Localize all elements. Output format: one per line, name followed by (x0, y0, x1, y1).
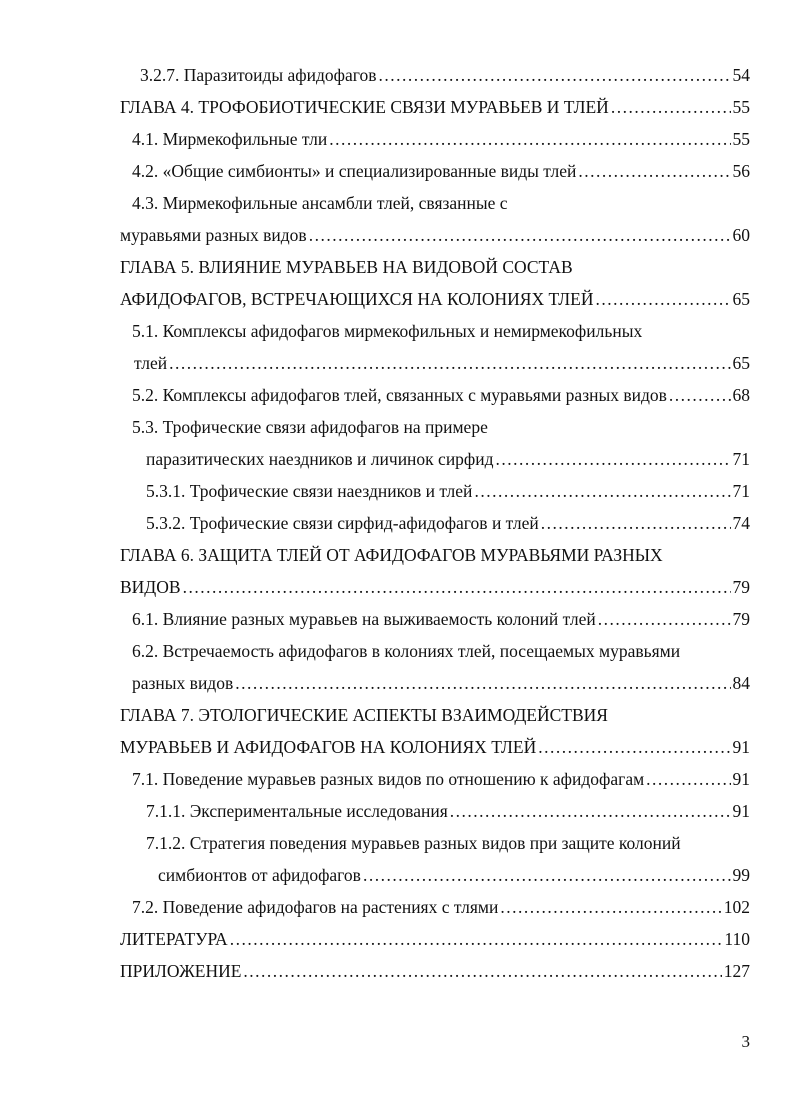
toc-entry-text: симбионтов от афидофагов (158, 865, 361, 885)
toc-entry-5-3-line1 (132, 406, 488, 438)
toc-entry-text: 5.1. Комплексы афидофагов мирмекофильных и немирмекофильных (132, 321, 643, 341)
toc-entry-text: 6.1. Влияние разных муравьев на выживаемость колоний тлей (132, 609, 596, 629)
toc-entry-5-1-line2 (134, 342, 750, 374)
toc-entry-text: 5.3.2. Трофические связи сирфид-афидофагов и тлей (146, 513, 539, 533)
toc-entry-page: 55 (732, 129, 750, 149)
toc-entry-7-1-2-line1 (146, 822, 681, 854)
toc-entry-text: ГЛАВА 5. ВЛИЯНИЕ МУРАВЬЕВ НА ВИДОВОЙ СОСТАВ (120, 257, 573, 277)
toc-leader-dots (169, 352, 730, 374)
toc-entry-7-1-1 (146, 790, 750, 822)
toc-entry-text: 5.2. Комплексы афидофагов тлей, связанных с муравьями разных видов (132, 385, 667, 405)
toc-entry-4-3-line2 (120, 214, 750, 246)
toc-entry-page: 102 (723, 897, 750, 917)
toc-entry-chapter-7-line2 (120, 726, 750, 758)
toc-entry-5-3-2 (146, 502, 750, 534)
toc-entry-page: 74 (732, 513, 750, 533)
toc-leader-dots (500, 896, 721, 918)
toc-entry-text: 7.1.1. Экспериментальные исследования (146, 801, 448, 821)
toc-entry-4-3-line1 (132, 182, 508, 214)
toc-entry-text: 5.3. Трофические связи афидофагов на примере (132, 417, 488, 437)
toc-entry-page: 56 (732, 161, 750, 181)
toc-entry-4-2 (132, 150, 750, 182)
toc-entry-text: 4.1. Мирмекофильные тли (132, 129, 328, 149)
toc-entry-5-1-line1 (132, 310, 642, 342)
toc-entry-5-2 (132, 374, 750, 406)
toc-leader-dots (230, 928, 723, 950)
toc-entry-6-2-line2 (132, 662, 750, 694)
toc-entry-page: 91 (732, 801, 750, 821)
toc-entry-7-2 (132, 886, 750, 918)
toc-entry-page: 79 (732, 609, 750, 629)
toc-entry-page: 60 (732, 225, 750, 245)
toc-leader-dots (235, 672, 730, 694)
toc-leader-dots (329, 128, 730, 150)
toc-entry-6-2-line1 (132, 630, 680, 662)
toc-entry-text: 4.2. «Общие симбионты» и специализированные виды тлей (132, 161, 577, 181)
toc-entry-text: 3.2.7. Паразитоиды афидофагов (140, 65, 377, 85)
toc-entry-text: 7.2. Поведение афидофагов на растениях с тлями (132, 897, 499, 917)
toc-leader-dots (595, 288, 730, 310)
toc-entry-text: 7.1.2. Стратегия поведения муравьев разных видов при защите колоний (146, 833, 681, 853)
page-number: 3 (741, 1032, 750, 1051)
toc-leader-dots (578, 160, 730, 182)
toc-entry-text: тлей (134, 353, 168, 373)
toc-entry-text: муравьями разных видов (120, 225, 307, 245)
toc-entry-text: 5.3.1. Трофические связи наездников и тлей (146, 481, 473, 501)
toc-entry-page: 54 (732, 65, 750, 85)
toc-entry-page: 71 (732, 449, 750, 469)
toc-leader-dots (363, 864, 731, 886)
toc-entry-text: 4.3. Мирмекофильные ансамбли тлей, связанные с (132, 193, 508, 213)
toc-entry-page: 110 (724, 929, 750, 949)
toc-entry-5-3-1 (146, 470, 750, 502)
toc-entry-text: АФИДОФАГОВ, ВСТРЕЧАЮЩИХСЯ НА КОЛОНИЯХ ТЛЕЙ (120, 289, 594, 309)
toc-entry-text: разных видов (132, 673, 234, 693)
toc-entry-appendix (120, 950, 750, 982)
toc-entry-6-1 (132, 598, 750, 630)
toc-entry-7-1 (132, 758, 750, 790)
toc-entry-page: 79 (732, 577, 750, 597)
toc-leader-dots (496, 448, 731, 470)
toc-entry-text: 7.1. Поведение муравьев разных видов по отношению к афидофагам (132, 769, 645, 789)
toc-entry-text: ЛИТЕРАТУРА (120, 929, 228, 949)
toc-entry-4-1 (132, 118, 750, 150)
toc-entry-page: 91 (732, 769, 750, 789)
toc-entry-chapter-5-line2 (120, 278, 750, 310)
toc-leader-dots (474, 480, 730, 502)
toc-leader-dots (598, 608, 731, 630)
toc-entry-text: МУРАВЬЕВ И АФИДОФАГОВ НА КОЛОНИЯХ ТЛЕЙ (120, 737, 537, 757)
toc-entry-text: ВИДОВ (120, 577, 181, 597)
toc-leader-dots (538, 736, 730, 758)
toc-entry-7-1-2-line2 (158, 854, 750, 886)
toc-entry-chapter-4 (120, 86, 750, 118)
toc-entry-text: ГЛАВА 6. ЗАЩИТА ТЛЕЙ ОТ АФИДОФАГОВ МУРАВЬЯМИ РАЗНЫХ (120, 545, 663, 565)
toc-entry-page: 65 (732, 289, 750, 309)
toc-leader-dots (309, 224, 731, 246)
toc-entry-page: 71 (732, 481, 750, 501)
toc-leader-dots (541, 512, 731, 534)
toc-entry-text: паразитических наездников и личинок сирфид (146, 449, 494, 469)
toc-leader-dots (646, 768, 730, 790)
toc-entry-chapter-5-line1 (120, 246, 573, 278)
toc-entry-text: ГЛАВА 4. ТРОФОБИОТИЧЕСКИЕ СВЯЗИ МУРАВЬЕВ И ТЛЕЙ (120, 97, 609, 117)
toc-leader-dots (183, 576, 731, 598)
toc-entry-literature (120, 918, 750, 950)
toc-entry-text: ПРИЛОЖЕНИЕ (120, 961, 242, 981)
toc-entry-text: 6.2. Встречаемость афидофагов в колониях тлей, посещаемых муравьями (132, 641, 681, 661)
toc-entry-page: 84 (732, 673, 750, 693)
toc-entry-page: 55 (732, 97, 750, 117)
toc-entry-3-2-7 (140, 54, 750, 86)
toc-entry-page: 65 (732, 353, 750, 373)
toc-leader-dots (669, 384, 731, 406)
toc-leader-dots (243, 960, 721, 982)
toc-leader-dots (611, 96, 731, 118)
toc-entry-page: 91 (732, 737, 750, 757)
toc-entry-text: ГЛАВА 7. ЭТОЛОГИЧЕСКИЕ АСПЕКТЫ ВЗАИМОДЕЙСТВИЯ (120, 705, 608, 725)
toc-entry-page: 68 (732, 385, 750, 405)
toc-entry-chapter-6-line1 (120, 534, 663, 566)
toc-entry-chapter-7-line1 (120, 694, 608, 726)
toc-entry-page: 99 (732, 865, 750, 885)
toc-entry-5-3-line2 (146, 438, 750, 470)
toc-leader-dots (450, 800, 731, 822)
toc-leader-dots (379, 64, 731, 86)
toc-entry-page: 127 (723, 961, 750, 981)
toc-entry-chapter-6-line2 (120, 566, 750, 598)
